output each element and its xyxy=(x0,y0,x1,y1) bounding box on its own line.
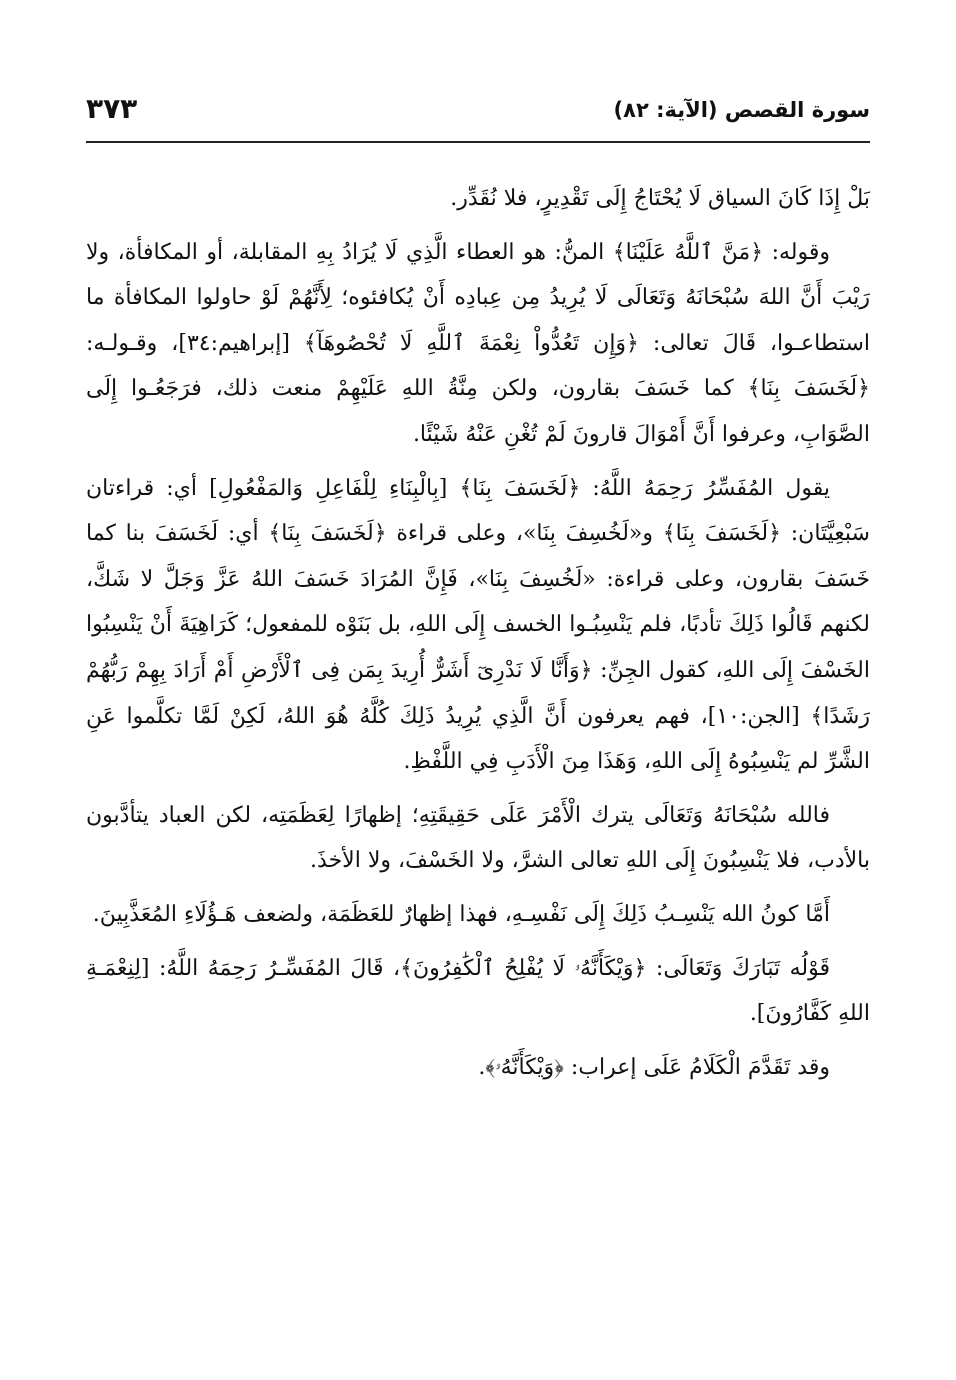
surah-title: سورة القصص (الآية: ٨٢) xyxy=(613,98,870,122)
page-number: ٣٧٣ xyxy=(86,92,138,125)
page-header xyxy=(86,92,870,138)
paragraph: قَوْلُه تَبَارَكَ وَتَعَالَى: ﴿وَيْكَأَنَّهُۥ لَا يُفْلِحُ ٱلْكَٰفِرُونَ﴾، قَالَ المُفَسِّـرُ رَحِمَهُ اللَّهُ: [لِنِعْمَـةِ اللهِ كَفَّارُونَ]. xyxy=(86,955,870,1027)
page-body xyxy=(86,176,870,1320)
paragraph: يقول المُفَسِّرُ رَحِمَهُ اللَّهُ: ﴿لَخَسَفَ بِنَا﴾ [بِالْبِنَاءِ لِلْفَاعِلِ وَالمَفْعُولِ] أي: قراءتان سَبْعِيَّتَان: ﴿لَخَسَفَ بِنَا﴾ و«لَخُسِفَ بِنَا»، وعلى قراءة ﴿لَخَسَفَ بِنَا﴾ أي: لَخَسَفَ بنا كما خَسَفَ بقارون، وعلى قراءة: «لَخُسِفَ بِنَا»، فَإِنَّ المُرَادَ خَسَفَ اللهُ عَزَّ وَجَلَّ لا شَكَّ، لكنهم قَالُوا ذَلِكَ تأدبًا، فلم يَنْسِبُـوا الخسف إِلَى اللهِ، بل بَنَوْه للمفعول؛ كَرَاهِيَةَ أَنْ يَنْسِبُوا الخَسْفَ إِلَى اللهِ، كقول الجِنِّ: ﴿وَأَنَّا لَا نَدْرِىٓ أَشَرٌّ أُرِيدَ بِمَن فِى ٱلْأَرْضِ أَمْ أَرَادَ بِهِمْ رَبُّهُمْ رَشَدًا﴾ [الجن:١٠]، فهم يعرفون أَنَّ الَّذِي يُرِيدُ ذَلِكَ كُلَّهُ هُوَ اللهُ، لَكِنْ لَمَّا تكلَّموا عَنِ الشَّرِّ لم يَنْسِبُوهُ إِلَى اللهِ، وَهَذَا مِنَ الْأَدَبِ فِي اللَّفْظِ. xyxy=(86,475,870,775)
paragraph: فالله سُبْحَانَهُ وَتَعَالَى يترك الْأَمْرَ عَلَى حَقِيقَتِهِ؛ إظهارًا لِعَظَمَتِه، لكن العباد يتأدَّبون بالأدب، فلا يَنْسِبُونَ إِلَى اللهِ تعالى الشرَّ، ولا الخَسْفَ، ولا الأخذَ. xyxy=(86,802,870,874)
paragraph: بَلْ إِذَا كَانَ السياق لَا يُحْتَاجُ إِلَى تَقْدِيرٍ، فلا نُقَدِّر. xyxy=(450,186,870,211)
header-divider xyxy=(86,141,870,143)
paragraph: أَمَّا كونُ الله يَنْسِـبُ ذَلِكَ إِلَى نَفْسِـهِ، فهذا إظهارٌ للعَظَمَة، ولضعف هَـؤُلَاءِ المُعَذَّبِينَ. xyxy=(92,901,830,927)
paragraph: وقد تَقَدَّمَ الْكَلَامُ عَلَى إعراب: ﴿وَيْكَأَنَّهُۥ﴾. xyxy=(478,1054,830,1080)
paragraph: وقوله: ﴿مَنَّ ٱللَّهُ عَلَيْنَا﴾ المنُّ: هو العطاء الَّذِي لَا يُرَادُ بِهِ المقابلة، أو المكافأة، ولا رَيْبَ أَنَّ اللهَ سُبْحَانَهُ وَتَعَالَى لَا يُرِيدُ مِن عِبادِه أَنْ يُكافئوه؛ لِأَنَّهُمْ لَوْ حاولوا المكافأة ما استطاعـوا، قَالَ تعالى: ﴿وَإِن تَعُدُّواْ نِعْمَةَ ٱللَّهِ لَا تُحْصُوهَآ﴾ [إبراهيم:٣٤]، وقـولـه: ﴿لَخَسَفَ بِنَا﴾ كما خَسَفَ بقارون، ولكن مِنَّةُ اللهِ عَلَيْهِمْ منعت ذلك، فرَجَعُـوا إِلَى الصَّوَابِ، وعرفوا أَنَّ أَمْوَالَ قارونَ لَمْ تُغْنِ عَنْهُ شَيْئًا. xyxy=(86,239,871,447)
